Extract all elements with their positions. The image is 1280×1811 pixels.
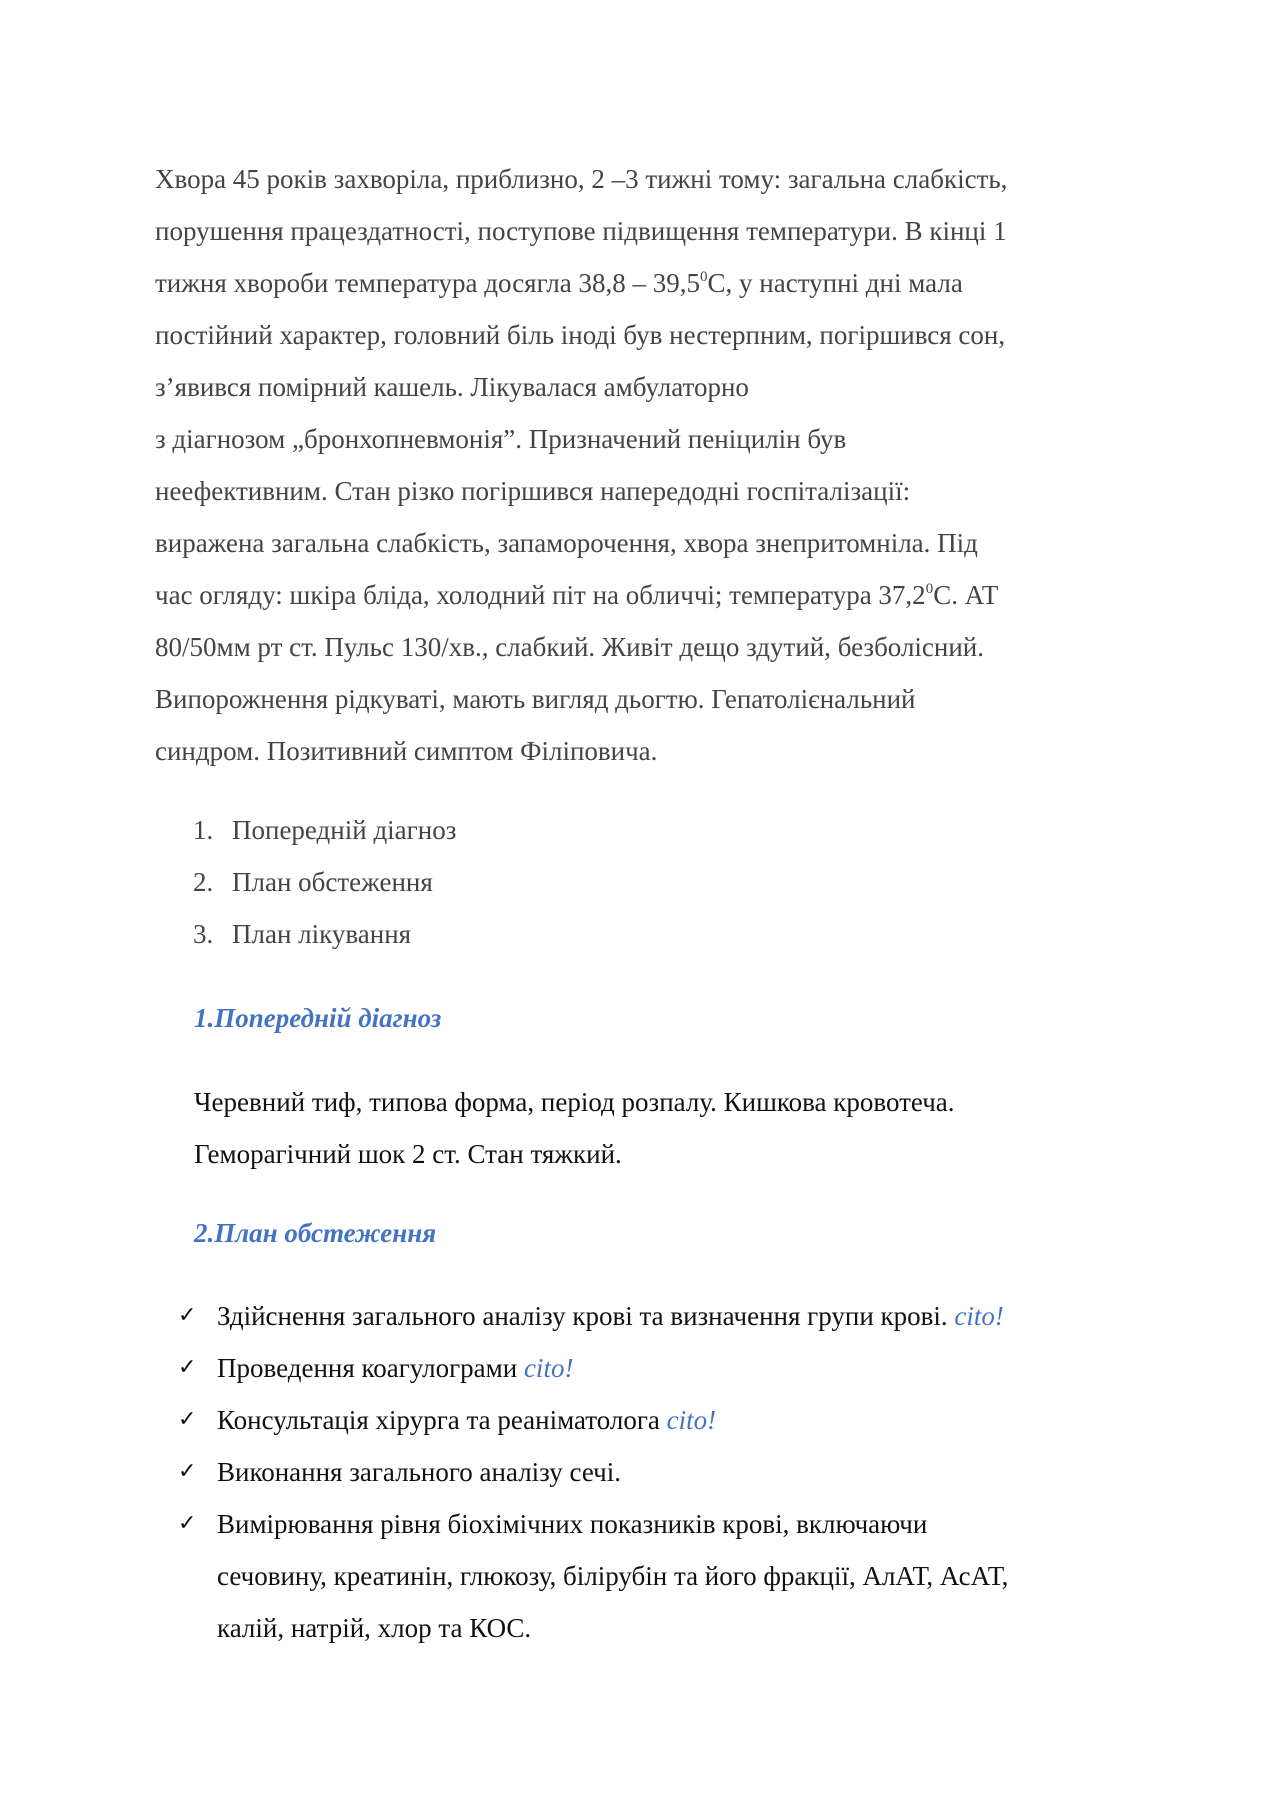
checkmark-icon: ✓ bbox=[178, 1407, 197, 1432]
case-description bbox=[155, 153, 1120, 777]
diagnosis-line: Черевний тиф, типова форма, період розпалу. Кишкова кровотеча. bbox=[194, 1087, 955, 1117]
checklist-item: ✓ Виконання загального аналізу сечі. bbox=[178, 1446, 1008, 1498]
section-heading-diagnosis: 1.Попередній діагноз bbox=[194, 1003, 442, 1033]
cito-tag: cito! bbox=[666, 1405, 717, 1435]
case-line: час огляду: шкіра бліда, холодний піт на обличчі; температура 37,2$^0$С. АТ bbox=[155, 580, 999, 610]
checklist-item: ✓ Консультація хірурга та реаніматолога cito! bbox=[178, 1394, 1008, 1446]
section-heading-examination: 2.План обстеження bbox=[194, 1218, 437, 1248]
cito-tag: cito! bbox=[954, 1301, 1004, 1331]
checklist-item: ✓ Вимірювання рівня біохімічних показників крові, включаючи сечовину, креатинін, глюкозу, білірубін та його фракції, АлАТ, АсАТ, калій, натрій, хлор та КОС. bbox=[178, 1498, 1008, 1654]
case-line: 80/50мм рт ст. Пульс 130/хв., слабкий. Живіт дещо здутий, безболісний. bbox=[155, 632, 985, 662]
question-item: 3. План лікування bbox=[193, 919, 412, 949]
questions-list bbox=[193, 804, 456, 960]
case-line: синдром. Позитивний симптом Філіповича. bbox=[155, 736, 658, 766]
case-line: Випорожнення рідкуваті, мають вигляд дьогтю. Гепатолієнальний bbox=[155, 684, 916, 714]
diagnosis-text bbox=[194, 1076, 955, 1180]
case-line: з’явився помірний кашель. Лікувалася амбулаторно bbox=[155, 372, 749, 402]
question-item: 1. Попередній діагноз bbox=[193, 815, 457, 845]
examination-checklist bbox=[178, 1290, 1008, 1654]
case-line: порушення працездатності, поступове підвищення температури. В кінці 1 bbox=[155, 216, 1007, 246]
case-line: постійний характер, головний біль іноді був нестерпним, погіршився сон, bbox=[155, 320, 1006, 350]
checkmark-icon: ✓ bbox=[178, 1511, 197, 1536]
cito-tag: cito! bbox=[523, 1353, 574, 1383]
case-line: тижня хвороби температура досягла 38,8 – 39,5$^0$С, у наступні дні мала bbox=[155, 268, 963, 298]
diagnosis-line: Гемoрагічний шок 2 ст. Стан тяжкий. bbox=[194, 1139, 622, 1169]
checklist-item: ✓ Здійснення загального аналізу крові та визначення групи крові. cito! bbox=[178, 1290, 1008, 1342]
degree-superscript: 0 bbox=[700, 269, 708, 285]
case-line: виражена загальна слабкість, запаморочення, хвора знепритомніла. Під bbox=[155, 528, 978, 558]
degree-superscript: 0 bbox=[925, 581, 934, 597]
question-item: 2. План обстеження bbox=[193, 867, 433, 897]
checkmark-icon: ✓ bbox=[178, 1303, 197, 1328]
checkmark-icon: ✓ bbox=[178, 1355, 197, 1380]
case-line: неефективним. Стан різко погіршився напередодні госпіталізації: bbox=[155, 476, 911, 506]
case-line: з діагнозом „бронхопневмонія”. Призначений пеніцилін був bbox=[155, 424, 847, 454]
case-line: Хвора 45 років захворіла, приблизно, 2 –3 тижні тому: загальна слабкість, bbox=[155, 164, 1008, 194]
checkmark-icon: ✓ bbox=[178, 1459, 197, 1484]
checklist-item: ✓ Проведення коагулограми cito! bbox=[178, 1342, 1008, 1394]
